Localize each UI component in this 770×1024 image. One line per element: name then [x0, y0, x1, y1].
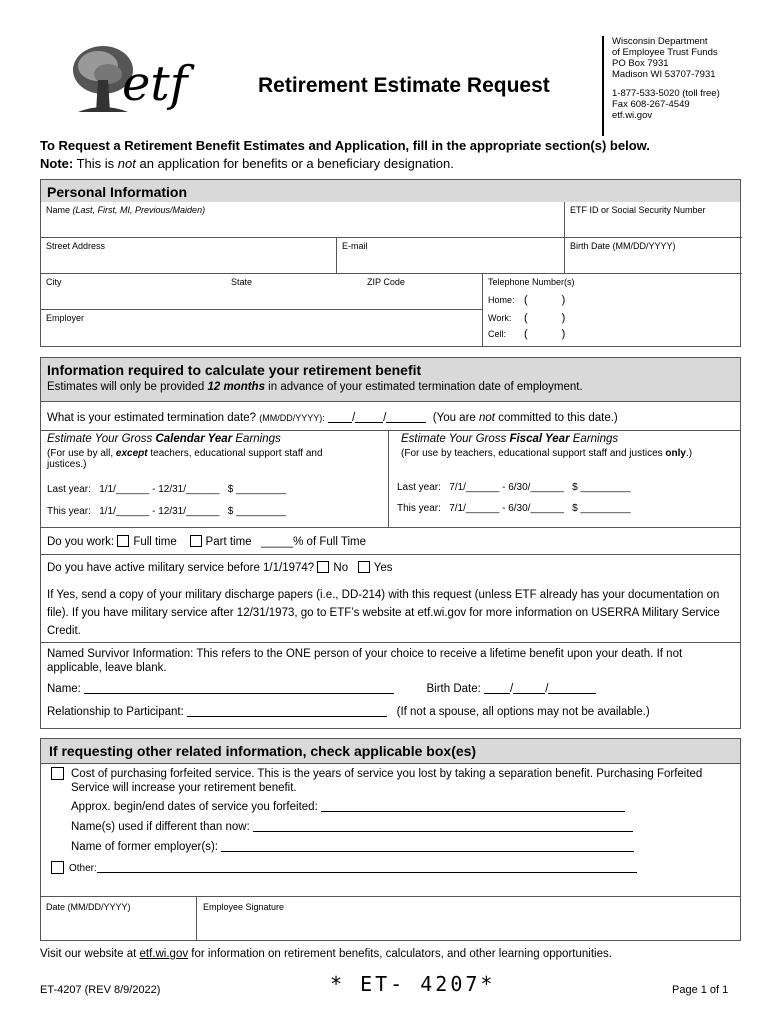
forfeited-dates-row[interactable]: Approx. begin/end dates of service you forfeited: — [71, 800, 625, 813]
military-no-checkbox[interactable] — [317, 561, 329, 573]
other-title: If requesting other related information, check applicable box(es) — [41, 739, 740, 763]
agency-address: Wisconsin Department of Employee Trust Funds PO Box 7931 Madison WI 53707-7931 1-877-533-5020 (toll free) Fax 608-267-4549 etf.wi.gov — [602, 36, 742, 136]
employer-field[interactable]: Employer — [41, 310, 483, 347]
etf-id-field[interactable]: ETF ID or Social Security Number — [565, 202, 742, 238]
city-state-zip-field[interactable]: City State ZIP Code — [41, 274, 483, 310]
form-id: ET-4207 (REV 8/9/2022) — [40, 984, 161, 996]
fiscal-this-year[interactable]: This year: 7/1/______ - 6/30/______ $ _________ — [397, 503, 631, 514]
fiscal-earnings-box: Estimate Your Gross Fiscal Year Earnings (For use by teachers, educational support staff and justices only.) Last year: 7/1/______ - 6/30/______ $ _________ This year: 7/1/______ - 6/30/______ $ _________ — [397, 433, 693, 514]
survivor-info: Named Survivor Information: This refers to the ONE person of your choice to receive a lifetime benefit upon your death. If not applicable, leave blank. — [47, 648, 683, 674]
calculation-section — [40, 357, 741, 729]
employee-signature-field[interactable]: Employee Signature — [203, 902, 285, 912]
intro-note: Note: This is not an application for benefits or a beneficiary designation. — [40, 156, 454, 171]
footer-visit: Visit our website at etf.wi.gov for information on retirement benefits, calculators, and other learning opportunities. — [40, 948, 612, 960]
page-title: Retirement Estimate Request — [258, 74, 550, 97]
cost-forfeited-text: Cost of purchasing forfeited service. This is the years of service you lost by taking a separation benefit. Purchasing Forfeited Service will increase your retirement benefit. — [71, 768, 703, 794]
part-time-checkbox[interactable] — [190, 535, 202, 547]
signature-date-field[interactable]: Date (MM/DD/YYYY) — [41, 896, 197, 941]
logo-text: etf — [122, 56, 188, 112]
full-time-checkbox[interactable] — [117, 535, 129, 547]
other-row[interactable]: Other: — [69, 861, 637, 874]
military-yes-checkbox[interactable] — [358, 561, 370, 573]
phone-cell[interactable]: Cell: ( ) — [488, 328, 566, 340]
page-number: Page 1 of 1 — [672, 984, 729, 996]
military-row: Do you have active military service before 1/1/1974? No Yes — [47, 562, 393, 574]
termination-date-row[interactable]: What is your estimated termination date? (MM/DD/YYYY): / / (You are not committed to this date.) — [47, 412, 618, 424]
phone-work[interactable]: Work: ( ) — [488, 312, 566, 324]
telephone-field[interactable]: Telephone Number(s) Home: ( ) Work: ( ) Cell: ( ) — [488, 277, 575, 340]
calc-header: Information required to calculate your retirement benefit Estimates will only be provided 12 months in advance of your estimated termination date of employment. — [41, 358, 740, 401]
form-barcode: * ET- 4207* — [330, 972, 496, 996]
work-status-row: Do you work: Full time Part time _____% of Full Time — [47, 536, 366, 548]
other-checkbox[interactable] — [51, 861, 64, 874]
calendar-last-year[interactable]: Last year: 1/1/______ - 12/31/______ $ _________ — [47, 484, 287, 495]
street-address-field[interactable]: Street Address — [41, 238, 337, 274]
etf-logo — [68, 40, 208, 120]
calendar-earnings-box: Estimate Your Gross Calendar Year Earnings (For use by all, except teachers, educational support staff and justices.) Last year: 1/1/______ - 12/31/______ $ _________ This year: 1/1/______ - 12/31/______ $ _________ — [41, 430, 389, 527]
cost-forfeited-checkbox[interactable] — [51, 767, 64, 780]
former-names-row[interactable]: Name(s) used if different than now: — [71, 820, 633, 833]
percent-full-time[interactable]: _____% of Full Time — [261, 536, 366, 548]
personal-title: Personal Information — [41, 180, 740, 202]
personal-information-section — [40, 179, 741, 347]
other-information-section — [40, 738, 741, 941]
survivor-name-row[interactable]: Name: Birth Date: / / — [47, 682, 596, 695]
calendar-this-year[interactable]: This year: 1/1/______ - 12/31/______ $ _________ — [47, 506, 287, 517]
etf-website-link[interactable]: etf.wi.gov — [139, 948, 189, 960]
email-field[interactable]: E-mail — [337, 238, 565, 274]
name-field[interactable]: Name (Last, First, MI, Previous/Maiden) — [41, 202, 565, 238]
birth-date-field[interactable]: Birth Date (MM/DD/YYYY) — [565, 238, 742, 274]
intro-heading: To Request a Retirement Benefit Estimates and Application, fill in the appropriate section(s) below. — [40, 138, 650, 153]
phone-home[interactable]: Home: ( ) — [488, 294, 566, 306]
military-info: If Yes, send a copy of your military discharge papers (i.e., DD-214) with this request (unless ETF already has your documentation on file). If you have military service after 12/31/1973, go to ETF’s website at etf.wi.gov for more information on USERRA Military Service Credit. — [47, 589, 720, 637]
fiscal-last-year[interactable]: Last year: 7/1/______ - 6/30/______ $ _________ — [397, 482, 631, 493]
former-employer-row[interactable]: Name of former employer(s): — [71, 840, 634, 853]
survivor-relationship-row[interactable]: Relationship to Participant: (If not a spouse, all options may not be available.) — [47, 706, 650, 718]
